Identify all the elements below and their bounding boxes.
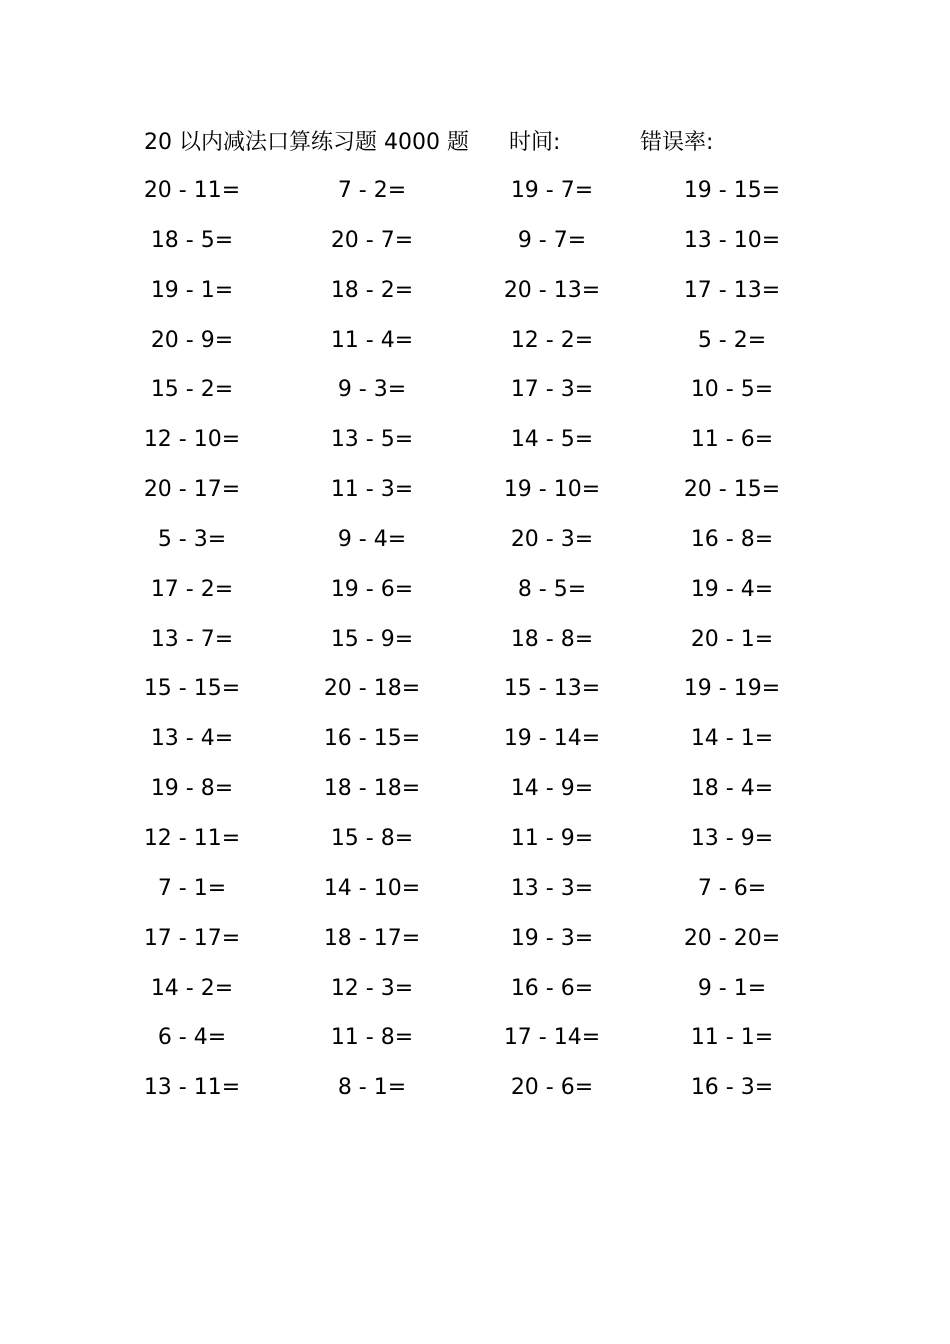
subtraction-problem: 15 - 13=: [503, 676, 601, 702]
subtraction-problem: 19 - 10=: [503, 477, 601, 503]
subtraction-problem: 16 - 6=: [510, 975, 594, 1001]
problem-row: [130, 224, 810, 274]
problem-row: [130, 722, 810, 772]
subtraction-problem: 15 - 2=: [150, 377, 234, 403]
subtraction-problem: 11 - 8=: [330, 1025, 414, 1051]
subtraction-problem: 20 - 13=: [503, 277, 601, 303]
subtraction-problem: 12 - 11=: [143, 825, 241, 851]
subtraction-problem: 13 - 11=: [143, 1075, 241, 1101]
subtraction-problem: 19 - 1=: [150, 277, 234, 303]
subtraction-problem: 16 - 15=: [323, 726, 421, 752]
subtraction-problem: 7 - 2=: [337, 178, 407, 203]
subtraction-problem: 15 - 9=: [330, 626, 414, 652]
problem-row: [130, 523, 810, 573]
subtraction-problem: 17 - 3=: [510, 377, 594, 403]
subtraction-problem: 9 - 7=: [517, 227, 587, 253]
problem-row: [130, 772, 810, 822]
subtraction-problem: 9 - 3=: [337, 377, 407, 403]
subtraction-problem: 11 - 6=: [690, 427, 774, 453]
problem-row: [130, 324, 810, 374]
subtraction-problem: 20 - 15=: [683, 477, 781, 503]
subtraction-problem: 16 - 3=: [690, 1075, 774, 1101]
subtraction-problem: 12 - 2=: [510, 327, 594, 353]
subtraction-problem: 20 - 1=: [690, 626, 774, 652]
subtraction-problem: 19 - 8=: [150, 776, 234, 802]
subtraction-problem: 19 - 4=: [690, 576, 774, 602]
problem-row: [130, 473, 810, 523]
worksheet-header: [144, 127, 844, 159]
subtraction-problem: 17 - 14=: [503, 1025, 601, 1051]
subtraction-problem: 14 - 9=: [510, 776, 594, 802]
subtraction-problem: 19 - 15=: [683, 178, 781, 203]
subtraction-problem: 18 - 8=: [510, 626, 594, 652]
problem-row: [130, 1021, 810, 1071]
time-label: 时间:: [509, 130, 561, 155]
subtraction-problem: 6 - 4=: [157, 1025, 227, 1051]
subtraction-problem: 20 - 7=: [330, 227, 414, 253]
problem-row: [130, 373, 810, 423]
subtraction-problem: 18 - 18=: [323, 776, 421, 802]
subtraction-problem: 11 - 3=: [330, 477, 414, 503]
problem-row: [130, 423, 810, 473]
subtraction-problem: 17 - 17=: [143, 925, 241, 951]
subtraction-problem: 8 - 5=: [517, 576, 587, 602]
subtraction-problem: 14 - 2=: [150, 975, 234, 1001]
problem-row: [130, 972, 810, 1022]
problem-row: [130, 922, 810, 972]
subtraction-problem: 11 - 4=: [330, 327, 414, 353]
subtraction-problem: 13 - 9=: [690, 825, 774, 851]
subtraction-problem: 11 - 1=: [690, 1025, 774, 1051]
problem-row: [130, 274, 810, 324]
problem-row: [130, 623, 810, 673]
subtraction-problem: 13 - 7=: [150, 626, 234, 652]
subtraction-problem: 20 - 9=: [150, 327, 234, 353]
subtraction-problem: 20 - 6=: [510, 1075, 594, 1101]
subtraction-problem: 19 - 14=: [503, 726, 601, 752]
subtraction-problem: 5 - 2=: [697, 327, 767, 353]
subtraction-problem: 8 - 1=: [337, 1075, 407, 1101]
subtraction-problem: 20 - 3=: [510, 526, 594, 552]
subtraction-problem: 19 - 3=: [510, 925, 594, 951]
subtraction-problem: 18 - 5=: [150, 227, 234, 253]
subtraction-problem: 19 - 6=: [330, 576, 414, 602]
subtraction-problem: 10 - 5=: [690, 377, 774, 403]
subtraction-problem: 20 - 11=: [143, 178, 241, 203]
subtraction-problem: 17 - 13=: [683, 277, 781, 303]
subtraction-problem: 5 - 3=: [157, 526, 227, 552]
problem-row: [130, 872, 810, 922]
subtraction-problem: 7 - 1=: [157, 875, 227, 901]
error-rate-label: 错误率:: [640, 130, 714, 155]
subtraction-problem: 14 - 5=: [510, 427, 594, 453]
subtraction-problem: 18 - 4=: [690, 776, 774, 802]
subtraction-problem: 20 - 18=: [323, 676, 421, 702]
subtraction-problem: 18 - 2=: [330, 277, 414, 303]
subtraction-problem: 12 - 10=: [143, 427, 241, 453]
subtraction-problem: 9 - 4=: [337, 526, 407, 552]
subtraction-problem: 12 - 3=: [330, 975, 414, 1001]
subtraction-problem: 14 - 10=: [323, 875, 421, 901]
subtraction-problem: 19 - 7=: [510, 178, 594, 203]
subtraction-problem: 17 - 2=: [150, 576, 234, 602]
subtraction-problem: 19 - 19=: [683, 676, 781, 702]
problem-row: [130, 174, 810, 224]
subtraction-problem: 13 - 4=: [150, 726, 234, 752]
problem-row: [130, 822, 810, 872]
subtraction-problem: 13 - 5=: [330, 427, 414, 453]
subtraction-problem: 15 - 8=: [330, 825, 414, 851]
subtraction-problem: 16 - 8=: [690, 526, 774, 552]
subtraction-problem: 7 - 6=: [697, 875, 767, 901]
subtraction-problem: 20 - 17=: [143, 477, 241, 503]
subtraction-problem: 15 - 15=: [143, 676, 241, 702]
subtraction-problem: 13 - 10=: [683, 227, 781, 253]
problem-row: [130, 672, 810, 722]
subtraction-problem: 11 - 9=: [510, 825, 594, 851]
problem-row: [130, 573, 810, 623]
problem-row: [130, 1071, 810, 1121]
subtraction-problem: 9 - 1=: [697, 975, 767, 1001]
subtraction-problem: 13 - 3=: [510, 875, 594, 901]
worksheet-title: 20 以内减法口算练习题 4000 题: [144, 130, 469, 155]
subtraction-problem: 14 - 1=: [690, 726, 774, 752]
problem-grid: [130, 174, 810, 1121]
subtraction-problem: 18 - 17=: [323, 925, 421, 951]
subtraction-problem: 20 - 20=: [683, 925, 781, 951]
